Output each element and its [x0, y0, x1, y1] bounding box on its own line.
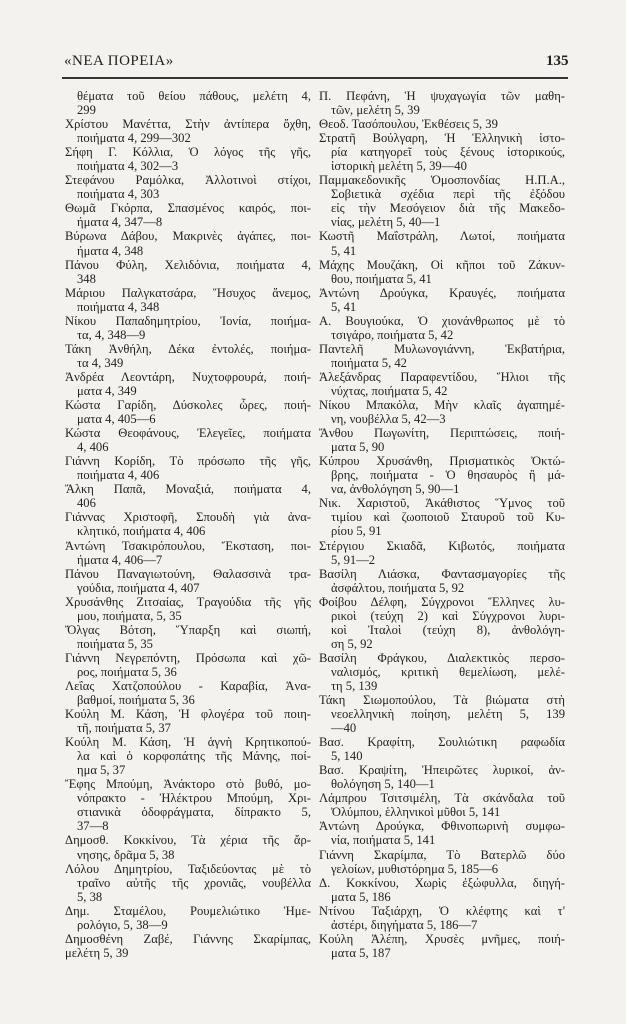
index-entry: [65, 258, 311, 286]
index-entry: [319, 131, 565, 173]
entry-line-first: Μάριου Παλγκατσάρα, Ἥσυχος ἄνεμος,: [65, 285, 311, 300]
entry-line-continuation: ήματα 4, 347—8: [77, 215, 163, 230]
index-entry: [319, 398, 565, 426]
entry-line-first: Δημοσθ. Κοκκίνου, Τὰ χέρια τῆς ἄρ-: [65, 833, 311, 848]
entry-line-first: Κούλη Ἀλέπη, Χρυσὲς μνῆμες, ποιή-: [319, 931, 565, 946]
entry-line-first: Λόλου Δημητρίου, Ταξιδεύοντας μὲ τὸ: [65, 861, 311, 876]
index-entry: [65, 314, 311, 342]
index-entry: [319, 848, 565, 876]
entry-line-first: Νίκου Μπακόλα, Μὴν κλαῖς ἀγαπημέ-: [319, 398, 565, 413]
entry-line-continuation: Ὀλύμπου, ἑλληνικοὶ μῦθοι 5, 141: [331, 805, 501, 820]
entry-line-continuation: να, ἀνθολόγηση 5, 90—1: [331, 482, 460, 497]
index-entry: [319, 693, 565, 735]
entry-line-continuation: ἀσφάλτου, ποιήματα 5, 92: [331, 580, 465, 595]
entry-line-continuation: μου, ποιήματα, 5, 35: [77, 608, 182, 623]
index-entry: [65, 426, 311, 454]
entry-line-first: Δημ. Σταμέλου, Ρουμελιώτικο Ἡμε-: [65, 903, 311, 918]
entry-line-continuation: ματα 5, 186: [331, 889, 391, 904]
entry-line-first: Κωστῆ Μαΐστράλη, Λωτοί, ποιήματα: [319, 229, 565, 244]
entry-line-continuation: ματα 4, 349: [77, 383, 137, 398]
index-entry: [319, 454, 565, 496]
entry-line-continuation: τη 5, 139: [331, 678, 378, 693]
entry-line-first: Κώστα Θεοφάνους, Ἐλεγεῖες, ποιήματα: [65, 426, 311, 441]
index-entry: [319, 229, 565, 257]
entry-line-first: Τάκη Σιωμοπούλου, Τὰ βιώματα στὴ: [319, 693, 565, 708]
index-entry: [65, 651, 311, 679]
entry-line-first: θέματα τοῦ θείου πάθους, μελέτη 4,: [77, 89, 311, 103]
entry-line-first: Π. Πεφάνη, Ἡ ψυχαγωγία τῶν μαθη-: [319, 89, 565, 103]
entry-line-continuation: βαθμοί, ποιήματα 5, 36: [77, 693, 195, 708]
entry-line-continuation: τα 4, 349: [77, 355, 124, 370]
entry-line-continuation: νύχτας, ποιήματα 5, 42: [331, 383, 448, 398]
entry-line-continuation: 299: [77, 103, 96, 118]
entry-line-first: Κούλη Μ. Κάση, Ἡ φλογέρα τοῦ ποιη-: [65, 707, 311, 722]
entry-line-continuation: Σοβιετικὰ σχέδια περὶ τῆς ἐξόδου: [331, 187, 565, 202]
index-entry: [65, 932, 311, 960]
entry-line-first: Τάκη Ἀνθήλη, Δέκα ἐντολές, ποιήμα-: [65, 341, 311, 356]
index-entry: [65, 595, 311, 623]
index-entry: [319, 258, 565, 286]
index-entry: [65, 145, 311, 173]
entry-line-continuation: ρικοὶ (τεύχη 2) καὶ Σύγχρονοι λυρι-: [331, 608, 565, 623]
index-entry: [65, 398, 311, 426]
index-entry: [65, 342, 311, 370]
index-entry: [65, 904, 311, 932]
entry-line-continuation: νίας, μελέτη 5, 40—1: [331, 215, 441, 230]
entry-line-continuation: γελοίων, μυθιστόρημα 5, 185—6: [331, 861, 499, 876]
entry-line-continuation: 348: [77, 271, 96, 286]
entry-line-first: Στεφάνου Ραμόλκα, Ἀλλοτινοὶ στίχοι,: [65, 173, 311, 188]
entry-line-continuation: ἀστέρι, διηγήματα 5, 186—7: [331, 917, 478, 932]
entry-line-continuation: θολόγηση 5, 140—1: [331, 777, 435, 792]
entry-line-continuation: νία, ποιήματα 5, 141: [331, 833, 436, 848]
index-entry: [319, 763, 565, 791]
entry-line-first: Βύρωνα Δάβου, Μακρινὲς ἀγάπες, ποι-: [65, 229, 311, 244]
entry-line-first: Βασ. Κραψίτη, Ἠπειρῶτες λυρικοί, ἀν-: [319, 763, 565, 778]
entry-line-continuation: 4, 406: [77, 440, 109, 455]
entry-line-continuation: 5, 41: [331, 299, 357, 314]
index-entry: [65, 862, 311, 904]
entry-line-continuation: εἰς τὴν Μεσόγειον διὰ τῆς Μακεδο-: [331, 201, 565, 216]
entry-line-first: Παμμακεδονικῆς Ὁμοσπονδίας Η.Π.Α.,: [319, 173, 565, 188]
entry-line-first: Θεοδ. Τασόπουλου, Ἐκθέσεις 5, 39: [319, 117, 498, 132]
entry-line-continuation: τσιγάρο, ποιήματα 5, 42: [331, 327, 454, 342]
entry-line-first: Φοίβου Δέλφη, Σύγχρονοι Ἕλληνες λυ-: [319, 594, 565, 609]
index-entry: [65, 623, 311, 651]
index-entry: [319, 876, 565, 904]
index-entry: [65, 286, 311, 314]
entry-line-first: Στρατῆ Βούλγαρη, Ἡ Ἑλληνικὴ ἱστο-: [319, 131, 565, 146]
entry-line-first: Ἀντώνη Δρούγκα, Κραυγές, ποιήματα: [319, 285, 565, 300]
entry-line-first: Θωμᾶ Γκόρπα, Σπασμένος καιρός, ποι-: [65, 201, 311, 216]
entry-line-first: Γιάννη Νεγρεπόντη, Πρόσωπα καὶ χῶ-: [65, 650, 311, 665]
entry-line-first: Ἀνδρέα Λεοντάρη, Νυχτοφρουρά, ποιή-: [65, 369, 311, 384]
entry-line-first: Κύπρου Χρυσάνθη, Πρισματικὸς Ὀκτώ-: [319, 454, 565, 469]
entry-line-first: Μάχης Μουζάκη, Οἱ κῆποι τοῦ Ζάκυν-: [319, 257, 565, 272]
index-entry: [319, 426, 565, 454]
entry-line-continuation: ματα 4, 405—6: [77, 412, 156, 427]
index-entry: [319, 342, 565, 370]
entry-line-continuation: νησης, δρᾶμα 5, 38: [77, 847, 175, 862]
entry-line-continuation: ρίου 5, 91: [331, 524, 382, 539]
entry-line-continuation: λα καὶ ὁ κορφοπάτης τῆς Μάνης, ποί-: [77, 749, 311, 764]
entry-line-first: Δημοσθένη Ζαβέ, Γιάννης Σκαρίμπας,: [65, 931, 311, 946]
entry-line-continuation: ματα 5, 187: [331, 945, 391, 960]
entry-line-first: Σήφη Γ. Κόλλια, Ὁ λόγος τῆς γῆς,: [65, 145, 311, 160]
index-entry: [319, 496, 565, 538]
entry-line-continuation: ποιήματα 4, 348: [77, 299, 160, 314]
entry-line-continuation: ρία κατηγορεῖ τοὺς ξένους ἱστορικούς,: [331, 145, 565, 160]
index-entry: [65, 567, 311, 595]
entry-line-continuation: 5, 140: [331, 749, 363, 764]
index-entry: [65, 735, 311, 777]
entry-line-continuation: ποιήματα 4, 406: [77, 468, 160, 483]
entry-line-continuation: ναλισμός, κριτικὴ θεμελίωση, μελέ-: [331, 664, 565, 679]
entry-line-continuation: βρης, ποιήματα - Ὁ θησαυρὸς ἢ μά-: [331, 468, 565, 483]
entry-line-continuation: κλητικό, ποιήματα 4, 406: [77, 524, 206, 539]
entry-line-continuation: μελέτη 5, 39: [65, 945, 129, 960]
index-entry: [65, 833, 311, 861]
entry-line-continuation: νεοελληνικὴ ποίηση, μελέτη 5, 139: [331, 707, 565, 722]
entry-line-first: Γιάννας Χριστοφῆ, Σπουδὴ γιὰ ἀνα-: [65, 510, 311, 525]
index-entry: [65, 370, 311, 398]
index-entry: [65, 173, 311, 201]
entry-line-continuation: ήματα 4, 406—7: [77, 552, 163, 567]
entry-line-continuation: νόπρακτο - Ἠλέκτρου Μπούμη, Χρι-: [77, 791, 311, 806]
index-entry: [65, 117, 311, 145]
index-entry: [65, 777, 311, 833]
entry-line-first: Ντίνου Ταξιάρχη, Ὁ κλέφτης καὶ τ': [319, 903, 565, 918]
entry-line-first: Λάμπρου Τσιτσιμέλη, Τὰ σκάνδαλα τοῦ: [319, 791, 565, 806]
entry-line-first: Κώστα Γαρίδη, Δύσκολες ὧρες, ποιή-: [65, 398, 311, 413]
index-entry: [319, 370, 565, 398]
index-entry: [65, 539, 311, 567]
entry-line-continuation: ημα 5, 37: [77, 763, 126, 778]
index-entry: [319, 539, 565, 567]
entry-line-continuation: 5, 38: [77, 889, 103, 904]
entry-line-first: Γιάννη Κορίδη, Τὸ πρόσωπο τῆς γῆς,: [65, 454, 311, 469]
entry-line-first: Ἔφης Μπούμη, Ἀνάκτορο στὸ βυθό, μο-: [65, 777, 311, 792]
entry-line-continuation: 406: [77, 496, 96, 511]
entry-line-continuation: ρολόγιο, 5, 38—9: [77, 917, 168, 932]
entry-line-first: Λεΐας Χατζοπούλου - Καραβία, Ἀνα-: [65, 678, 311, 693]
entry-line-first: Ἄνθου Πωγωνίτη, Περιπτώσεις, ποιή-: [319, 426, 565, 441]
entry-line-first: Ἀλεξάνδρας Παραφεντίδου, Ἥλιοι τῆς: [319, 369, 565, 384]
entry-line-continuation: ἱστορικὴ μελέτη 5, 39—40: [331, 159, 467, 174]
entry-line-continuation: —40: [331, 721, 357, 736]
entry-line-continuation: ματα 5, 90: [331, 440, 385, 455]
entry-line-continuation: ποιήματα 4, 299—302: [77, 131, 191, 146]
entry-line-continuation: ση 5, 92: [331, 636, 373, 651]
entry-line-continuation: τιμίου καὶ ζωοποιοῦ Σταυροῦ τοῦ Κυ-: [331, 510, 565, 525]
entry-line-first: Πάνου Παναγιωτούνη, Θαλασσινὰ τρα-: [65, 566, 311, 581]
entry-line-first: Ὄλγας Βότση, Ὕπαρξη καὶ σιωπή,: [65, 622, 311, 637]
index-entry: [319, 89, 565, 117]
index-entry: [65, 679, 311, 707]
index-entry: [319, 314, 565, 342]
entry-line-first: Νίκου Παπαδημητρίου, Ἰονία, ποιήμα-: [65, 313, 311, 328]
entry-line-first: Νικ. Χαριστοῦ, Ἀκάθιστος Ὕμνος τοῦ: [319, 496, 565, 511]
entry-line-continuation: ποιήματα 4, 302—3: [77, 159, 179, 174]
entry-line-first: Ἀντώνη Τσακιρόπουλου, Ἔκσταση, ποι-: [65, 538, 311, 553]
index-entry: [319, 904, 565, 932]
index-entry: [319, 735, 565, 763]
entry-line-continuation: στιανικὰ ὁδοφράγματα, δίπρακτο 5,: [77, 805, 311, 820]
right-index-column: [319, 89, 565, 960]
entry-line-continuation: 5, 91—2: [331, 552, 376, 567]
entry-line-first: Γιάννη Σκαρίμπα, Τὸ Βατερλῶ δύο: [319, 847, 565, 862]
entry-line-first: Πάνου Φύλη, Χελιδόνια, ποιήματα 4,: [65, 257, 311, 272]
index-entry: [319, 651, 565, 693]
index-entry: [65, 707, 311, 735]
index-entry: [65, 482, 311, 510]
index-entry: [319, 819, 565, 847]
journal-title: «ΝΕΑ ΠΟΡΕΙΑ»: [64, 53, 174, 69]
index-entry: [319, 117, 565, 131]
entry-line-continuation: τῶν, μελέτη 5, 39: [331, 103, 420, 118]
index-entry: [65, 510, 311, 538]
index-entry: [319, 595, 565, 651]
entry-line-first: Ἀντώνη Δρούγκα, Φθινοπωρινὴ συμφω-: [319, 819, 565, 834]
entry-line-first: Δ. Κοκκίνου, Χωρὶς ἐξώφυλλα, διηγή-: [319, 875, 565, 890]
entry-line-continuation: κοὶ Ἰταλοὶ (τεύχη 8), ἀνθολόγη-: [331, 622, 565, 637]
index-entry: [319, 286, 565, 314]
entry-line-continuation: τραῖνο αὐτῆς τῆς χρονιᾶς, νουβέλλα: [77, 875, 311, 890]
index-entry: [65, 201, 311, 229]
entry-line-continuation: ποιήματα 4, 303: [77, 187, 160, 202]
entry-line-first: Χρυσάνθης Ζιτσαίας, Τραγούδια τῆς γῆς: [65, 594, 311, 609]
entry-line-continuation: θου, ποιήματα 5, 41: [331, 271, 432, 286]
index-entry: [65, 454, 311, 482]
entry-line-continuation: ποιήματα 5, 42: [331, 355, 407, 370]
entry-line-first: Στέργιου Σκιαδᾶ, Κιβωτός, ποιήματα: [319, 538, 565, 553]
entry-line-continuation: τῆ, ποιήματα 5, 37: [77, 721, 171, 736]
entry-line-continuation: 37—8: [77, 819, 109, 834]
entry-line-continuation: τα, 4, 348—9: [77, 327, 146, 342]
index-entry: [65, 229, 311, 257]
left-index-column: [65, 89, 311, 960]
entry-line-continuation: γούδια, ποιήματα 4, 407: [77, 580, 200, 595]
entry-line-continuation: 5, 41: [331, 243, 357, 258]
entry-line-first: Κούλη Μ. Κάση, Ἡ ἁγνὴ Κρητικοπού-: [65, 735, 311, 750]
index-entry: [319, 173, 565, 229]
entry-line-continuation: ποιήματα 5, 35: [77, 636, 153, 651]
page-number: 135: [546, 53, 569, 69]
entry-line-first: Χρίστου Μανέττα, Στὴν ἀντίπερα ὄχθη,: [65, 117, 311, 132]
entry-line-first: Α. Βουγιούκα, Ὁ χιονάνθρωπος μὲ τὸ: [319, 313, 565, 328]
header-rule: [62, 77, 568, 79]
entry-line-first: Παντελῆ Μυλωνογιάννη, Ἐκβατήρια,: [319, 341, 565, 356]
index-entry: [319, 567, 565, 595]
index-entry: [319, 791, 565, 819]
index-entry: [65, 89, 311, 117]
entry-line-continuation: νη, νουβέλλα 5, 42—3: [331, 412, 446, 427]
entry-line-first: Βασ. Κραφίτη, Σουλιώτικη ραφωδία: [319, 735, 565, 750]
entry-line-continuation: ήματα 4, 348: [77, 243, 144, 258]
entry-line-first: Ἄλκη Παπᾶ, Μοναξιά, ποιήματα 4,: [65, 482, 311, 497]
entry-line-continuation: ρος, ποιήματα 5, 36: [77, 664, 177, 679]
index-entry: [319, 932, 565, 960]
entry-line-first: Βασίλη Λιάσκα, Φαντασμαγορίες τῆς: [319, 566, 565, 581]
entry-line-first: Βασίλη Φράγκου, Διαλεκτικὸς περσο-: [319, 650, 565, 665]
